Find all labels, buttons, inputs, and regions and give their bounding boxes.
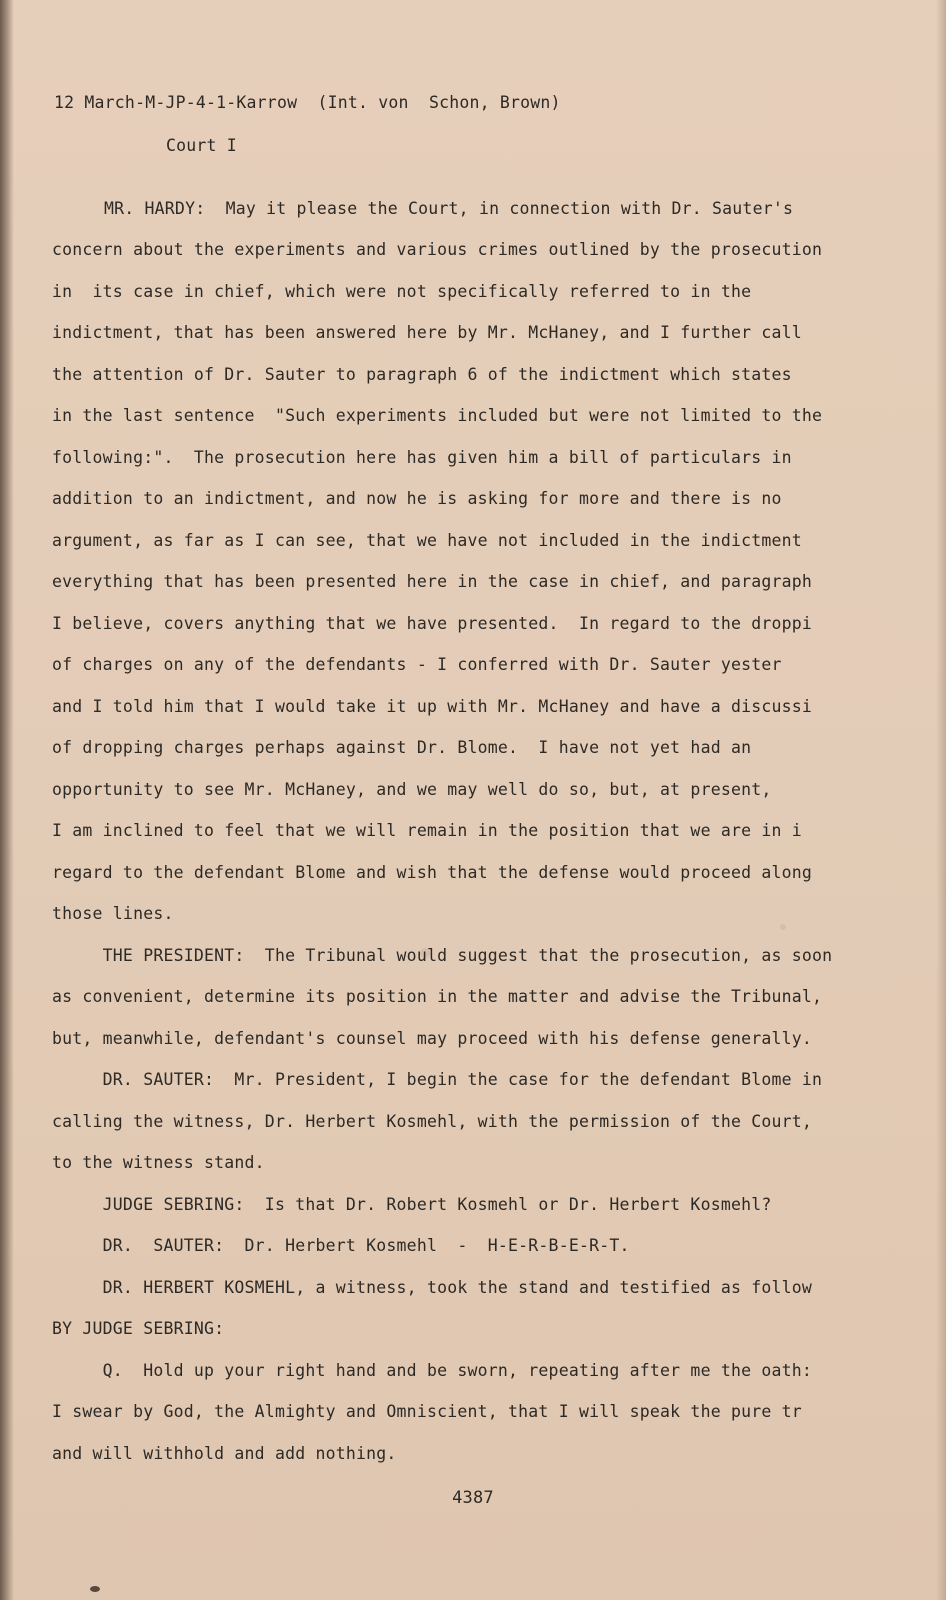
body-line: I swear by God, the Almighty and Omniscient, that I will speak the pure tr bbox=[52, 1402, 802, 1421]
body-line: DR. SAUTER: Mr. President, I begin the case for the defendant Blome in bbox=[52, 1070, 823, 1089]
body-line: DR. SAUTER: Dr. Herbert Kosmehl - H-E-R-B-E-R-T. bbox=[52, 1236, 630, 1255]
page-binding-edge bbox=[0, 0, 14, 1600]
body-line: everything that has been presented here in the case in chief, and paragraph bbox=[52, 572, 813, 591]
body-line: MR. HARDY: May it please the Court, in connection with Dr. Sauter's bbox=[104, 199, 794, 218]
body-line: I believe, covers anything that we have presented. In regard to the droppi bbox=[52, 614, 813, 633]
body-line: indictment, that has been answered here by Mr. McHaney, and I further call bbox=[52, 323, 802, 342]
body-line: as convenient, determine its position in the matter and advise the Tribunal, bbox=[52, 987, 823, 1006]
body-line: in its case in chief, which were not specifically referred to in the bbox=[52, 282, 752, 301]
body-line: but, meanwhile, defendant's counsel may proceed with his defense generally. bbox=[52, 1029, 813, 1048]
body-line: in the last sentence "Such experiments included but were not limited to the bbox=[52, 406, 823, 425]
body-line: argument, as far as I can see, that we have not included in the indictment bbox=[52, 531, 802, 550]
body-line: regard to the defendant Blome and wish that the defense would proceed along bbox=[52, 863, 813, 882]
body-line: and will withhold and add nothing. bbox=[52, 1444, 397, 1463]
body-line: THE PRESIDENT: The Tribunal would suggest that the prosecution, as soon bbox=[52, 946, 833, 965]
page-number: 4387 bbox=[452, 1488, 494, 1508]
document-header: 12 March-M-JP-4-1-Karrow (Int. von Schon, Brown) bbox=[54, 93, 561, 112]
body-line: addition to an indictment, and now he is asking for more and there is no bbox=[52, 489, 782, 508]
court-label: Court I bbox=[166, 136, 237, 155]
body-line: following:". The prosecution here has given him a bill of particulars in bbox=[52, 448, 792, 467]
body-line: concern about the experiments and various crimes outlined by the prosecution bbox=[52, 240, 823, 259]
body-line: I am inclined to feel that we will remain in the position that we are in i bbox=[52, 821, 802, 840]
body-line: JUDGE SEBRING: Is that Dr. Robert Kosmehl or Dr. Herbert Kosmehl? bbox=[52, 1195, 772, 1214]
body-line: and I told him that I would take it up with Mr. McHaney and have a discussi bbox=[52, 697, 813, 716]
body-line: calling the witness, Dr. Herbert Kosmehl, with the permission of the Court, bbox=[52, 1112, 813, 1131]
body-line: to the witness stand. bbox=[52, 1153, 265, 1172]
body-line: opportunity to see Mr. McHaney, and we may well do so, but, at present, bbox=[52, 780, 772, 799]
body-line: those lines. bbox=[52, 904, 174, 923]
paper-smudge bbox=[90, 1586, 100, 1592]
paper-smudge bbox=[780, 924, 786, 930]
body-line: of dropping charges perhaps against Dr. Blome. I have not yet had an bbox=[52, 738, 752, 757]
body-line: DR. HERBERT KOSMEHL, a witness, took the stand and testified as follow bbox=[52, 1278, 813, 1297]
body-line: BY JUDGE SEBRING: bbox=[52, 1319, 225, 1338]
page-right-edge bbox=[936, 0, 946, 1600]
body-line: of charges on any of the defendants - I conferred with Dr. Sauter yester bbox=[52, 655, 782, 674]
body-line: the attention of Dr. Sauter to paragraph 6 of the indictment which states bbox=[52, 365, 792, 384]
body-line: Q. Hold up your right hand and be sworn, repeating after me the oath: bbox=[52, 1361, 813, 1380]
